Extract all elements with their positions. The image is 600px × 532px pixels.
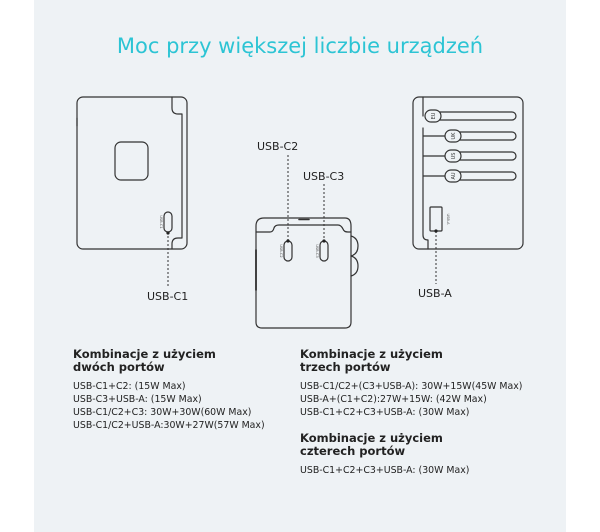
combo-item: USB-A+(C1+C2):27W+15W: (42W Max)	[300, 394, 487, 405]
four-port-heading: Kombinacje z użyciem czterech portów	[300, 431, 443, 458]
port-label-usb-c1: USB-C1	[147, 290, 189, 303]
port-label-usb-c3: USB-C3	[303, 170, 345, 183]
combo-item: USB-C1/C2+C3: 30W+30W(60W Max)	[73, 407, 252, 418]
port-label-usb-c2: USB-C2	[257, 140, 299, 153]
plug-label-uk: UK	[451, 132, 457, 140]
plug-label-us: US	[451, 152, 457, 160]
center-device-illustration	[256, 218, 358, 328]
left-device-illustration	[77, 97, 187, 249]
svg-text:USB-C3: USB-C3	[315, 244, 319, 258]
combo-item: USB-C1+C2: (15W Max)	[73, 381, 186, 392]
two-port-combinations	[73, 348, 265, 432]
port-label-usb-a: USB-A	[418, 287, 452, 300]
three-port-combinations	[300, 348, 522, 419]
page-title: Moc przy większej liczbie urządzeń	[116, 34, 484, 58]
four-port-combinations	[300, 432, 469, 477]
combo-item: USB-C1/C2+USB-A:30W+27W(57W Max)	[73, 420, 265, 431]
combo-item: USB-C1+C2+C3+USB-A: (30W Max)	[300, 465, 470, 476]
svg-text:USB-A: USB-A	[446, 213, 450, 225]
plug-label-eu: EU	[431, 112, 437, 120]
plug-label-au: AU	[451, 172, 457, 180]
svg-text:USB-C1: USB-C1	[159, 215, 163, 229]
three-port-heading: Kombinacje z użyciem trzech portów	[300, 347, 443, 374]
combo-item: USB-C1/C2+(C3+USB-A): 30W+15W(45W Max)	[300, 381, 523, 392]
svg-text:USB-C2: USB-C2	[279, 244, 283, 258]
combo-item: USB-C1+C2+C3+USB-A: (30W Max)	[300, 407, 470, 418]
right-device-illustration	[413, 97, 523, 249]
two-port-heading: Kombinacje z użyciem dwóch portów	[73, 347, 216, 374]
combo-item: USB-C3+USB-A: (15W Max)	[73, 394, 202, 405]
